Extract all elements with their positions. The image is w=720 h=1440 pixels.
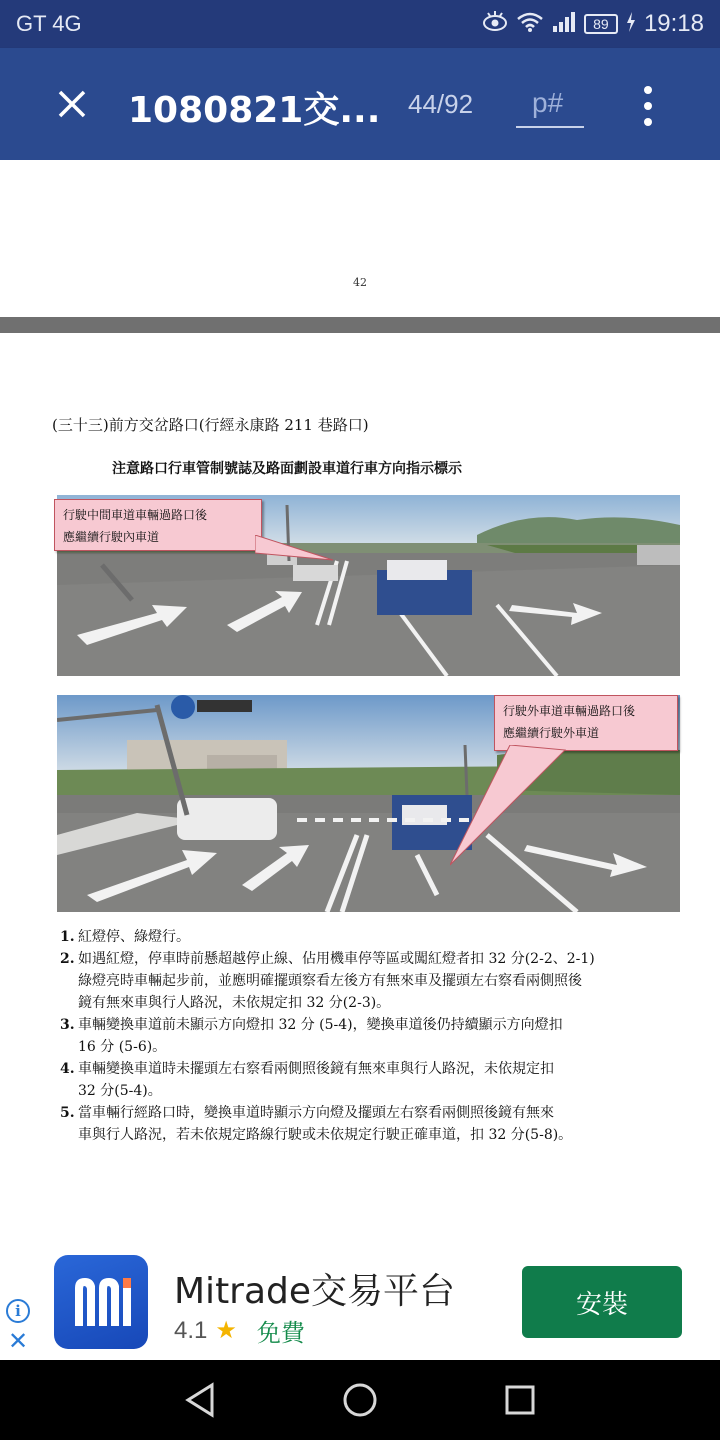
section-heading: (三十三)前方交岔路口(行經永康路 211 巷路口) bbox=[52, 416, 369, 434]
rule-number: 5. bbox=[60, 1105, 75, 1121]
rules-list bbox=[60, 926, 700, 1146]
clock: 19:18 bbox=[643, 10, 704, 37]
home-button[interactable] bbox=[340, 1380, 380, 1420]
close-icon bbox=[57, 89, 87, 119]
page-separator: / bbox=[436, 89, 445, 119]
rule-item-1 bbox=[60, 926, 700, 948]
app-rating bbox=[174, 1313, 305, 1348]
recents-icon bbox=[504, 1384, 536, 1416]
carrier-label: GT 4G bbox=[16, 11, 82, 36]
callout-1-pointer bbox=[255, 535, 335, 565]
callout-1-line-1: 行駛中間車道車輛過路口後 bbox=[63, 508, 208, 522]
page-separator-bar bbox=[0, 317, 720, 333]
rule-text-line: 鏡有無來車與行人路況，未依規定扣 32 分(2-3)。 bbox=[78, 995, 391, 1011]
rule-text-line: 當車輛行經路口時，變換車道時顯示方向燈及擺頭左右察看兩側照後鏡有無來 bbox=[78, 1105, 554, 1121]
star-icon: ★ bbox=[215, 1317, 237, 1344]
eye-comfort-icon bbox=[482, 11, 508, 37]
install-button[interactable]: 安裝 bbox=[522, 1266, 682, 1338]
section-subheading: 注意路口行車管制號誌及路面劃設車道行車方向指示標示 bbox=[112, 461, 462, 477]
rule-number: 2. bbox=[60, 951, 75, 967]
current-page: 44 bbox=[408, 89, 437, 119]
rule-text-line: 車輛變換車道前未顯示方向燈扣 32 分 (5-4)，變換車道後仍持續顯示方向燈扣 bbox=[78, 1017, 563, 1033]
more-vert-icon bbox=[644, 86, 652, 94]
callout-1-line-2: 應繼續行駛內車道 bbox=[63, 530, 160, 544]
rule-text-line: 紅燈停、綠燈行。 bbox=[78, 929, 190, 945]
charging-icon bbox=[626, 11, 636, 37]
viewer-toolbar bbox=[0, 48, 720, 160]
rule-text-line: 32 分(5-4)。 bbox=[78, 1083, 162, 1099]
signal-icon bbox=[552, 11, 576, 37]
mitrade-logo-icon bbox=[69, 1274, 133, 1330]
back-icon bbox=[184, 1382, 216, 1418]
wifi-icon bbox=[516, 11, 544, 37]
rule-item-4 bbox=[60, 1058, 700, 1102]
callout-2-pointer bbox=[450, 745, 570, 867]
ad-close-icon[interactable]: ✕ bbox=[7, 1327, 29, 1355]
battery-icon: 89 bbox=[584, 14, 618, 34]
recents-button[interactable] bbox=[500, 1380, 540, 1420]
system-nav-bar bbox=[0, 1360, 720, 1440]
rule-item-5 bbox=[60, 1102, 700, 1146]
total-pages: 92 bbox=[444, 89, 474, 119]
app-price: 免費 bbox=[256, 1319, 305, 1347]
rule-item-2 bbox=[60, 948, 700, 1014]
callout-inner-lane bbox=[54, 499, 262, 551]
rule-number: 3. bbox=[60, 1017, 75, 1033]
rule-number: 4. bbox=[60, 1061, 75, 1077]
home-icon bbox=[342, 1382, 378, 1418]
status-bar bbox=[0, 0, 720, 48]
rule-text-line: 車輛變換車道時未擺頭左右察看兩側照後鏡有無來車與行人路況，未依規定扣 bbox=[78, 1061, 554, 1077]
status-icons bbox=[482, 8, 704, 40]
rule-item-3 bbox=[60, 1014, 700, 1058]
page-number-input[interactable]: p# bbox=[516, 84, 584, 128]
rule-text-line: 綠燈亮時車輛起步前，並應明確擺頭察看左後方有無來車及擺頭左右察看兩側照後 bbox=[78, 973, 582, 989]
close-button[interactable] bbox=[50, 82, 94, 126]
ad-info-icon[interactable]: i bbox=[6, 1299, 30, 1323]
callout-2-line-1: 行駛外車道車輛過路口後 bbox=[503, 704, 636, 718]
rating-value: 4.1 bbox=[174, 1316, 208, 1344]
callout-2-line-2: 應繼續行駛外車道 bbox=[503, 726, 600, 740]
page-indicator bbox=[408, 89, 473, 120]
app-name[interactable]: Mitrade交易平台 bbox=[174, 1271, 456, 1312]
rule-text-line: 如遇紅燈，停車時前懸超越停止線、佔用機車停等區或闖紅燈者扣 32 分(2-2、2-1) bbox=[78, 951, 595, 967]
rule-number: 1. bbox=[60, 929, 75, 945]
document-title: 1080821交... bbox=[128, 90, 381, 131]
app-logo[interactable] bbox=[54, 1255, 148, 1349]
overflow-menu-button[interactable] bbox=[636, 86, 660, 126]
rule-text-line: 車與行人路況，若未依規定路線行駛或未依規定行駛正確車道，扣 32 分(5-8)。 bbox=[78, 1127, 573, 1143]
previous-page-number: 42 bbox=[353, 276, 367, 289]
rule-text-line: 16 分 (5-6)。 bbox=[78, 1039, 167, 1055]
ad-banner[interactable] bbox=[0, 1253, 720, 1360]
callout-outer-lane bbox=[494, 695, 678, 751]
previous-page bbox=[0, 160, 720, 317]
back-button[interactable] bbox=[180, 1380, 220, 1420]
